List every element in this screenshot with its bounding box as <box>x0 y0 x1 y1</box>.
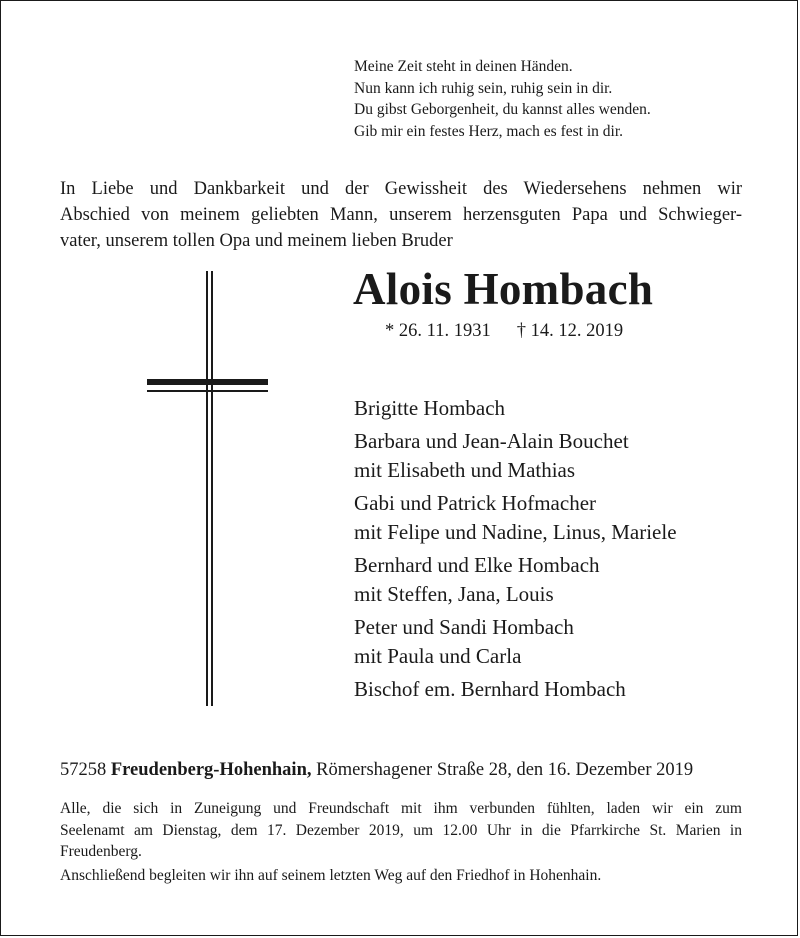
address-line <box>60 758 693 782</box>
poem-line: Gib mir ein festes Herz, mach es fest in dir. <box>354 122 624 140</box>
burial-notice: Anschließend begleiten wir ihn auf seinem letzten Weg auf den Friedhof in Hohenhain. <box>60 867 602 884</box>
notice-line: Freudenberg. <box>60 843 142 860</box>
mourner-line: mit Felipe und Nadine, Linus, Mariele <box>354 520 677 544</box>
intro-line: In Liebe und Dankbarkeit und der Gewissheit des Wiedersehens nehmen wir <box>60 179 742 199</box>
mourner-group <box>354 551 764 609</box>
poem-line: Meine Zeit steht in deinen Händen. <box>354 58 573 75</box>
mourner-line: Barbara und Jean-Alain Bouchet <box>354 429 629 453</box>
latin-cross-icon <box>141 266 276 711</box>
mourner-group <box>354 427 764 485</box>
street-and-date: Römershagener Straße 28, den 16. Dezember 2019 <box>316 760 694 780</box>
poem-verse <box>354 56 754 142</box>
mourner-group <box>354 394 764 423</box>
mourner-line: Bischof em. Bernhard Hombach <box>354 677 626 701</box>
deceased-name: Alois Hombach <box>353 264 654 314</box>
town: Freudenberg-Hohenhain, <box>110 760 312 780</box>
mourner-group <box>354 613 764 671</box>
notice-line: Alle, die sich in Zuneigung und Freundschaft mit ihm verbunden fühlten, laden wir ein zum <box>60 800 742 817</box>
mourner-line: Peter und Sandi Hombach <box>354 615 574 639</box>
mourner-line: mit Elisabeth und Mathias <box>354 458 576 482</box>
mourners-list <box>354 394 764 708</box>
service-notice <box>60 798 742 863</box>
intro-paragraph <box>60 176 742 254</box>
intro-line: vater, unserem tollen Opa und meinem lieben Bruder <box>60 231 453 251</box>
mourner-line: Brigitte Hombach <box>354 396 506 420</box>
postcode: 57258 <box>60 760 107 780</box>
mourner-line: Bernhard und Elke Hombach <box>354 553 600 577</box>
mourner-line: mit Steffen, Jana, Louis <box>354 582 554 606</box>
mourner-line: mit Paula und Carla <box>354 644 522 668</box>
intro-line: Abschied von meinem geliebten Mann, unserem herzensguten Papa und Schwieger- <box>60 205 742 225</box>
birth-date: * 26. 11. 1931 <box>385 321 491 341</box>
poem-line: Nun kann ich ruhig sein, ruhig sein in dir. <box>354 79 613 97</box>
mourner-group <box>354 489 764 547</box>
mourner-group <box>354 675 764 704</box>
death-date: † 14. 12. 2019 <box>516 321 624 341</box>
poem-line: Du gibst Geborgenheit, du kannst alles wenden. <box>354 101 651 118</box>
mourner-line: Gabi und Patrick Hofmacher <box>354 491 597 515</box>
life-dates <box>385 319 623 343</box>
notice-line: Seelenamt am Dienstag, dem 17. Dezember 2019, um 12.00 Uhr in die Pfarrkirche St. Marien in <box>60 821 742 839</box>
